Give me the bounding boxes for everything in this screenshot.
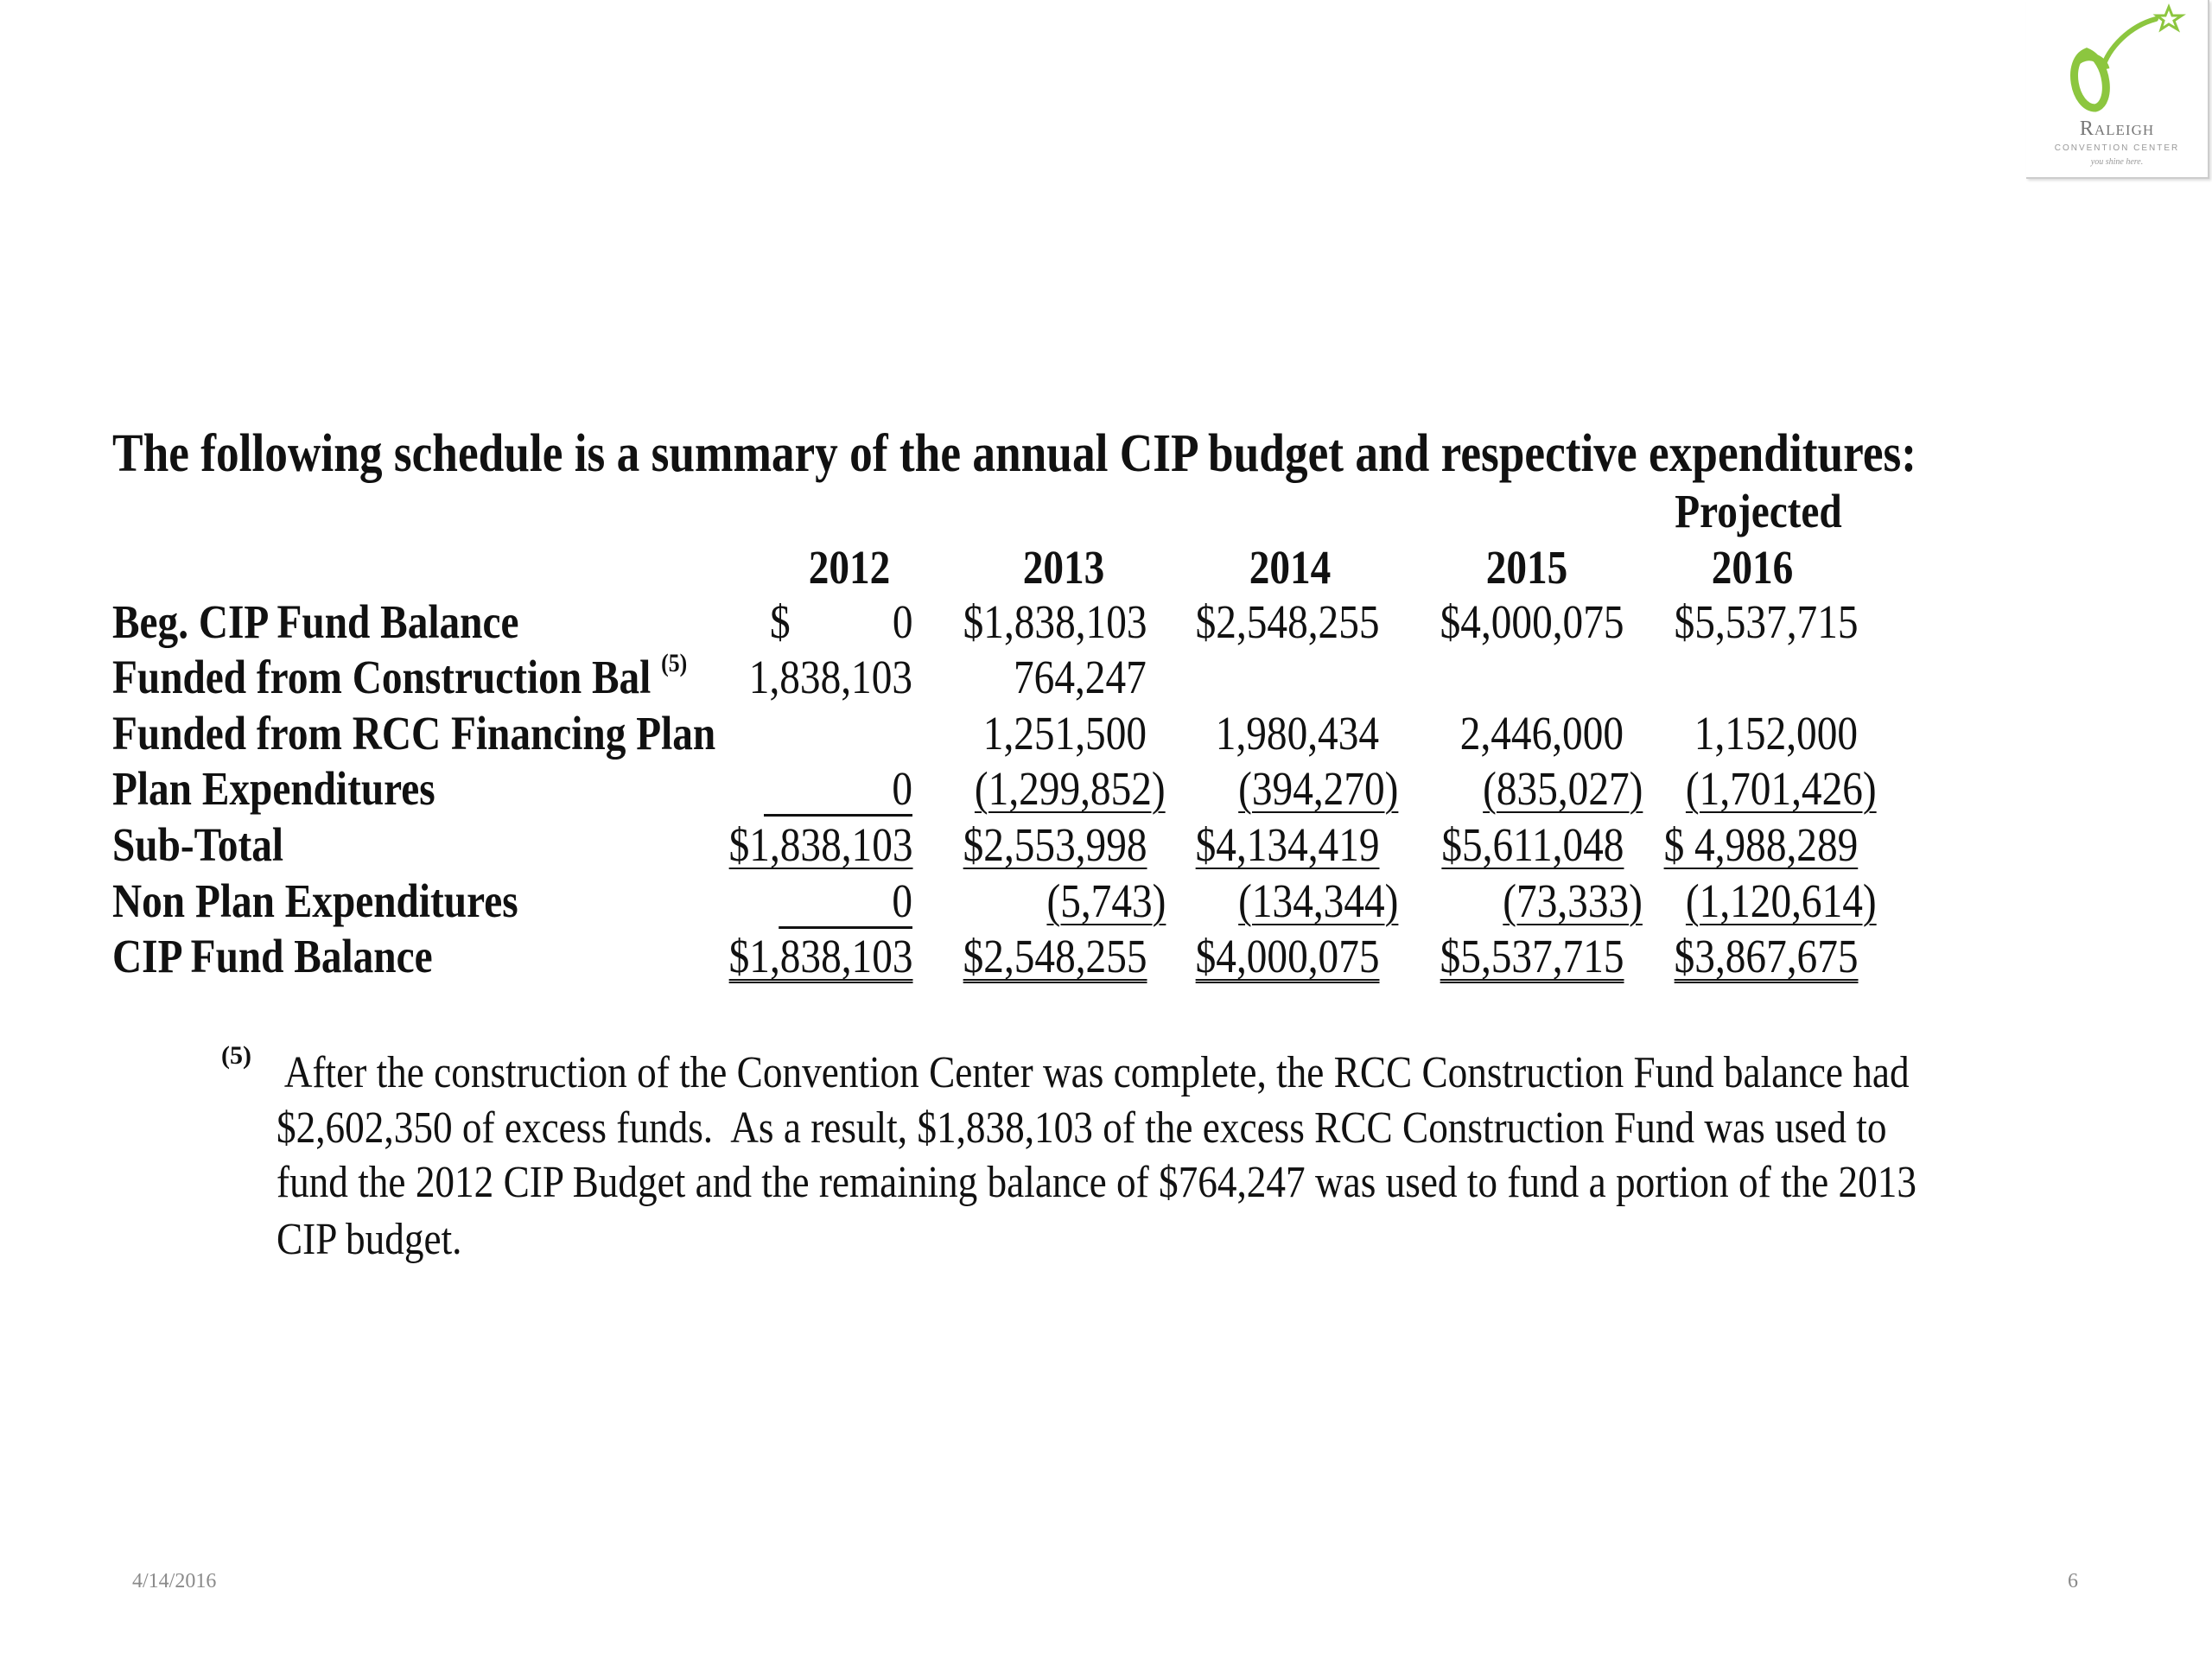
- cell-value: $5,537,715: [1674, 595, 1858, 648]
- row-label: [112, 650, 687, 704]
- cell-value: (1,120,614): [1686, 874, 1877, 927]
- row-label: [112, 594, 518, 649]
- row-label-text: Funded from Construction Bal: [112, 651, 652, 703]
- cell-value: 0: [764, 764, 912, 817]
- cell-value: $3,867,675: [1674, 930, 1858, 982]
- table-cell: [1238, 761, 1398, 816]
- row-label: [112, 706, 715, 760]
- table-cell: [975, 761, 1166, 816]
- cell-value: 2,446,000: [1459, 707, 1624, 760]
- cell-value: $4,000,075: [1195, 930, 1379, 982]
- cell-value: $5,537,715: [1440, 930, 1624, 982]
- cell-value: (835,027): [1482, 762, 1643, 815]
- cell-value: (134,344): [1237, 874, 1398, 927]
- year-header: 2012: [808, 541, 891, 594]
- row-label-text: Beg. CIP Fund Balance: [112, 595, 519, 648]
- table-cell: [1674, 594, 1858, 649]
- cell-value: 1,152,000: [1694, 707, 1858, 760]
- table-cell: [728, 817, 912, 872]
- cell-value: (5,743): [1046, 874, 1166, 927]
- table-cell: [1460, 706, 1624, 760]
- cell-value: $2,548,255: [1195, 595, 1379, 648]
- table-cell: [1440, 594, 1624, 649]
- row-label: [112, 761, 435, 816]
- table-cell: [1674, 929, 1858, 983]
- table-cell: [1686, 761, 1877, 816]
- row-label-text: CIP Fund Balance: [112, 930, 433, 982]
- footnote-line: After the construction of the Convention Center was complete, the RCC Construction Fund balance had: [276, 1048, 1910, 1097]
- cell-value: 1,980,434: [1215, 707, 1379, 760]
- table-cell: [1483, 761, 1643, 816]
- footnote-ref: (5): [661, 648, 688, 677]
- table-cell: [749, 650, 912, 704]
- table-cell: [983, 706, 1147, 760]
- cell-value: $1,838,103: [963, 595, 1147, 648]
- cell-value: 1,838,103: [748, 651, 912, 703]
- row-label: [112, 874, 518, 928]
- row-label: [112, 817, 283, 872]
- row-label-text: Plan Expenditures: [112, 762, 435, 815]
- logo-tagline: you shine here.: [2090, 157, 2144, 167]
- table-cell: [779, 874, 912, 929]
- year-header: 2013: [1022, 541, 1105, 594]
- table-cell: [728, 929, 912, 983]
- projected-header: Projected: [1675, 485, 1842, 537]
- table-cell: [1441, 817, 1624, 872]
- row-label-text: Funded from RCC Financing Plan: [112, 707, 716, 760]
- cell-value: (73,333): [1503, 874, 1643, 927]
- cell-value: (1,701,426): [1686, 762, 1877, 815]
- table-cell: [1216, 706, 1379, 760]
- row-label-text: Sub-Total: [112, 818, 284, 871]
- logo-name: Raleigh: [2079, 118, 2155, 140]
- cell-value: $4,000,075: [1440, 595, 1624, 648]
- table-cell: [963, 594, 1147, 649]
- cell-value: $1,838,103: [728, 930, 912, 982]
- footnote-marker: (5): [221, 1041, 251, 1070]
- table-cell: [1503, 874, 1643, 928]
- footer-date: 4/14/2016: [132, 1570, 217, 1592]
- year-header: 2016: [1711, 541, 1794, 594]
- cell-value: $2,548,255: [963, 930, 1147, 982]
- table-cell: [963, 817, 1147, 872]
- star-swoosh-icon: [2026, 0, 2208, 117]
- table-cell: [1694, 706, 1858, 760]
- table-cell: [1663, 817, 1858, 872]
- table-cell: [1014, 650, 1147, 704]
- table-cell: [1440, 929, 1624, 983]
- raleigh-convention-center-logo: [2026, 0, 2209, 179]
- footnote-line: fund the 2012 CIP Budget and the remaining balance of $764,247 was used to fund a portion of the 2013: [276, 1158, 1917, 1207]
- cell-value: 1,251,500: [982, 707, 1147, 760]
- page-number: 6: [2068, 1570, 2078, 1592]
- year-header: 2014: [1249, 541, 1332, 594]
- table-cell: [769, 594, 912, 649]
- table-cell: [1046, 874, 1166, 928]
- footnote-line: $2,602,350 of excess funds. As a result, $1,838,103 of the excess RCC Construction Fund was used to: [276, 1103, 1887, 1153]
- row-label-text: Non Plan Expenditures: [112, 874, 518, 927]
- cell-value: 0: [779, 876, 912, 929]
- year-header: 2015: [1485, 541, 1568, 594]
- cell-value: (1,299,852): [975, 762, 1166, 815]
- cell-value: $5,611,048: [1440, 818, 1624, 871]
- table-cell: [963, 929, 1147, 983]
- table-cell: [764, 761, 912, 817]
- cell-value: $2,553,998: [963, 818, 1147, 871]
- cell-value: $4,134,419: [1195, 818, 1379, 871]
- table-cell: [1686, 874, 1877, 928]
- cell-value: (394,270): [1237, 762, 1398, 815]
- cell-value: $1,838,103: [728, 818, 912, 871]
- cell-value: 764,247: [1014, 651, 1147, 703]
- table-cell: [1195, 929, 1379, 983]
- page-title: The following schedule is a summary of the annual CIP budget and respective expenditures:: [112, 424, 1917, 483]
- table-cell: [1238, 874, 1398, 928]
- table-cell: [1195, 817, 1379, 872]
- logo-subtitle: CONVENTION CENTER: [2054, 143, 2180, 153]
- cell-value: $ 0: [769, 595, 912, 648]
- footnote-line: CIP budget.: [276, 1215, 462, 1264]
- table-cell: [1195, 594, 1379, 649]
- cell-value: $ 4,988,289: [1663, 818, 1858, 871]
- row-label: [112, 929, 433, 983]
